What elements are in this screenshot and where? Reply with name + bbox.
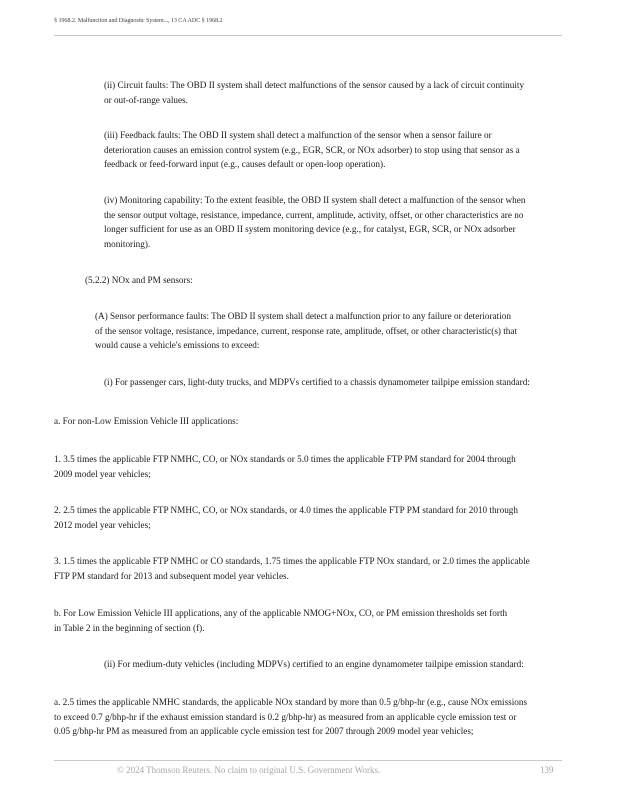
paragraph-line: 2009 model year vehicles; — [54, 468, 151, 479]
paragraph-line: (iii) Feedback faults: The OBD II system shall detect a malfunction of the sensor when a sensor failure or — [104, 130, 492, 140]
paragraph-line: b. For Low Emission Vehicle III applications, any of the applicable NMOG+NOx, CO, or PM emission thresholds set forth — [54, 608, 508, 618]
paragraph-line: longer sufficient for use as an OBD II system monitoring device (e.g., for catalyst, EGR, SCR, or NOx adsorber — [104, 224, 516, 235]
paragraph-line: to exceed 0.7 g/bhp-hr if the exhaust emission standard is 0.2 g/bhp-hr) as measured from an applicable cycle emission test or — [54, 711, 517, 722]
paragraph-line: (iv) Monitoring capability: To the extent feasible, the OBD II system shall detect a malfunction of the sensor when — [104, 195, 526, 205]
paragraph-line: (ii) Circuit faults: The OBD II system shall detect malfunctions of the sensor caused by a lack of circuit continuity — [104, 80, 525, 90]
paragraph-line: in Table 2 in the beginning of section (f). — [54, 622, 205, 633]
paragraph-line: (ii) For medium-duty vehicles (including MDPVs) certified to an engine dynamometer tailpipe emission standard: — [104, 659, 524, 669]
paragraph-line: the sensor output voltage, resistance, impedance, current, amplitude, activity, offset, or other characteristics are no — [104, 209, 524, 220]
paragraph-line: (5.2.2) NOx and PM sensors: — [85, 275, 193, 285]
paragraph-line: 2. 2.5 times the applicable FTP NMHC, CO, or NOx standards, or 4.0 times the applicable FTP PM standard for 2010 through — [54, 505, 518, 515]
paragraph-line: 2012 model year vehicles; — [54, 519, 151, 530]
paragraph-line: a. For non-Low Emission Vehicle III applications: — [54, 416, 239, 426]
paragraph-line: monitoring). — [104, 238, 151, 249]
paragraph-line: of the sensor voltage, resistance, impedance, current, response rate, amplitude, offset, or other characteristic(s) that — [95, 325, 518, 336]
copyright-notice: © 2024 Thomson Reuters. No claim to original U.S. Government Works. — [117, 765, 381, 775]
paragraph-line: 3. 1.5 times the applicable FTP NMHC or CO standards, 1.75 times the applicable FTP NOx standard, or 2.0 times the applicable — [54, 556, 530, 566]
paragraph-line: (i) For passenger cars, light-duty trucks, and MDPVs certified to a chassis dynamometer tailpipe emission standard: — [104, 377, 530, 387]
footer-rule — [54, 760, 562, 761]
paragraph-line: feedback or feed-forward input (e.g., causes default or open-loop operation). — [104, 159, 386, 170]
paragraph-line: 1. 3.5 times the applicable FTP NMHC, CO, or NOx standards or 5.0 times the applicable FTP PM standard for 2004 through — [54, 454, 516, 464]
paragraph-line: 0.05 g/bhp-hr PM as measured from an applicable cycle emission test for 2007 through 2009 model year vehicles; — [54, 726, 474, 737]
page-number: 139 — [540, 765, 554, 775]
running-header: § 1968.2. Malfunction and Diagnostic System..., 13 CA ADC § 1968.2 — [54, 17, 223, 24]
paragraph-line: would cause a vehicle's emissions to exceed: — [95, 340, 260, 351]
paragraph-line: a. 2.5 times the applicable NMHC standards, the applicable NOx standard by more than 0.5 g/bhp-hr (e.g., cause NOx emissions — [54, 697, 528, 707]
paragraph-line: FTP PM standard for 2013 and subsequent model year vehicles. — [54, 570, 289, 581]
paragraph-line: (A) Sensor performance faults: The OBD II system shall detect a malfunction prior to any failure or deterioration — [95, 311, 511, 321]
paragraph-line: deterioration causes an emission control system (e.g., EGR, SCR, or NOx adsorber) to stop using that sensor as a — [104, 144, 520, 155]
paragraph-line: or out-of-range values. — [104, 94, 188, 105]
header-rule — [54, 35, 562, 36]
